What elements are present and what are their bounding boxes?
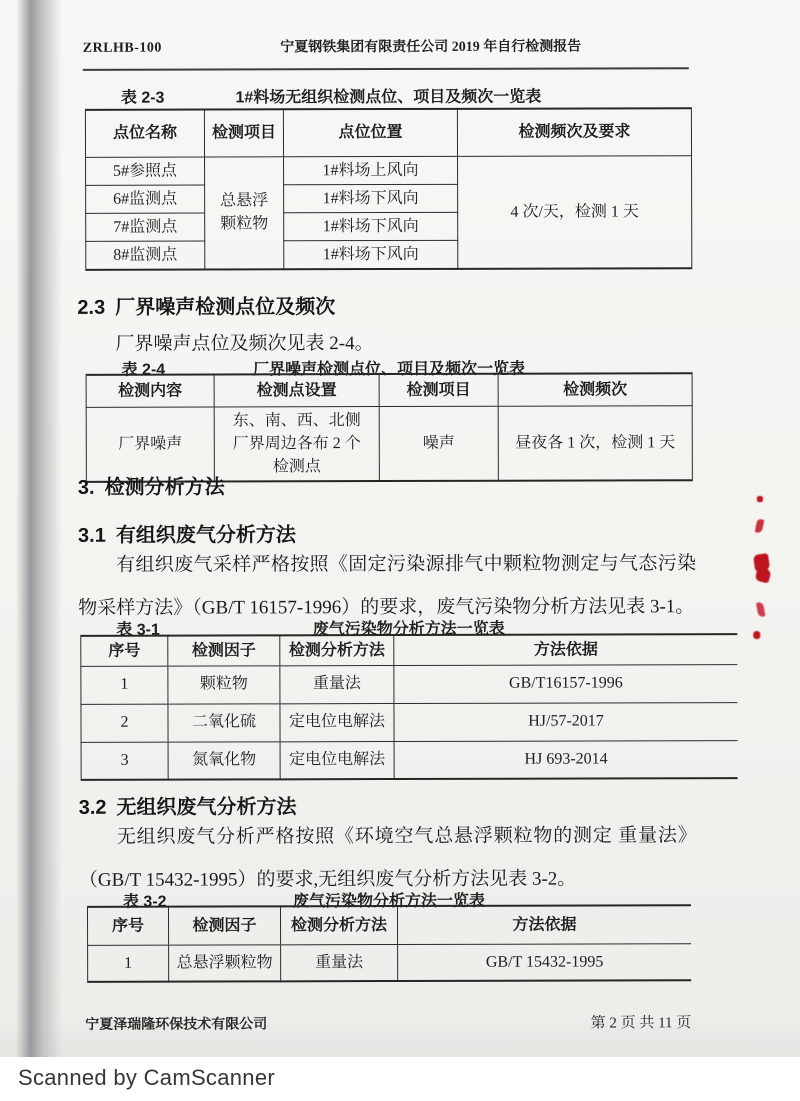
factor-cell: 颗粒物 — [168, 665, 280, 703]
basis-cell: HJ/57-2017 — [394, 702, 738, 741]
table-row — [87, 905, 691, 945]
table-row — [81, 740, 738, 780]
section-number: 3. — [77, 476, 95, 499]
method-cell: 重量法 — [281, 944, 398, 981]
table-header-cell: 序号 — [87, 907, 168, 945]
table-row — [81, 634, 738, 666]
noise-frequency-cell: 昼夜各 1 次，检测 1 天 — [498, 405, 692, 481]
basis-cell: GB/T16157-1996 — [394, 664, 738, 703]
table-row — [88, 943, 692, 982]
point-name-cell: 6#监测点 — [86, 185, 205, 213]
table-header-cell: 方法依据 — [397, 905, 691, 944]
frequency-cell: 4 次/天，检测 1 天 — [458, 155, 692, 269]
table-2-3 — [85, 107, 692, 271]
section-2-3-heading — [77, 290, 335, 320]
table-row — [81, 702, 738, 742]
table-row — [85, 108, 691, 157]
factor-cell: 氮氧化物 — [168, 741, 280, 779]
report-header — [83, 35, 689, 71]
basis-cell: GB/T 15432-1995 — [398, 943, 692, 981]
stamp-mark — [757, 496, 763, 502]
camscanner-band — [0, 1057, 800, 1101]
stamp-mark — [755, 567, 772, 584]
row-number-cell: 2 — [81, 704, 168, 742]
table-row — [86, 373, 692, 407]
table-2-3-caption — [85, 83, 692, 105]
factor-cell: 总悬浮颗粒物 — [169, 944, 281, 981]
table-2-4-title: 厂界噪声检测点位、项目及频次一览表 — [253, 360, 526, 379]
table-3-1 — [80, 633, 737, 781]
table-header-cell: 序号 — [81, 636, 168, 666]
table-header-cell: 检测因子 — [168, 635, 280, 665]
section-number: 3.2 — [78, 796, 107, 819]
basis-cell: HJ 693-2014 — [394, 740, 738, 779]
monitor-item-cell: 总悬浮颗粒物 — [205, 156, 284, 269]
noise-setup-cell: 东、南、西、北侧厂界周边各布 2 个检测点 — [214, 406, 379, 481]
row-number-cell: 3 — [81, 742, 168, 780]
point-location-cell: 1#料场下风向 — [284, 184, 458, 213]
table-row — [86, 155, 692, 185]
table-3-2-title: 废气污染物分析方法一览表 — [292, 892, 485, 911]
section-3-heading — [78, 470, 225, 499]
table-3-1-title: 废气污染物分析方法一览表 — [312, 620, 505, 639]
method-cell: 定电位电解法 — [280, 741, 394, 779]
section-title: 有组织废气分析方法 — [115, 524, 296, 547]
point-name-cell: 5#参照点 — [86, 157, 205, 185]
table-header-cell: 检测频次及要求 — [457, 108, 691, 156]
table-2-3-label: 表 2-3 — [120, 89, 165, 107]
table-header-cell: 方法依据 — [394, 634, 738, 665]
point-name-cell: 8#监测点 — [86, 241, 205, 270]
row-number-cell: 1 — [88, 945, 169, 982]
point-location-cell: 1#料场下风向 — [284, 240, 458, 269]
doc-code: ZRLHB-100 — [82, 40, 162, 56]
camscanner-label: Scanned by CamScanner — [18, 1065, 276, 1090]
table-header-cell: 检测内容 — [86, 374, 214, 406]
point-location-cell: 1#料场上风向 — [284, 156, 458, 185]
method-cell: 重量法 — [280, 665, 394, 703]
noise-content-cell: 厂界噪声 — [86, 406, 214, 481]
section-title: 厂界噪声检测点位及频次 — [115, 296, 336, 319]
noise-item-cell: 噪声 — [379, 406, 498, 481]
method-cell: 定电位电解法 — [280, 703, 394, 741]
point-name-cell: 7#监测点 — [86, 213, 205, 241]
stamp-mark — [755, 518, 765, 533]
table-header-cell: 检测频次 — [498, 373, 692, 406]
section-number: 2.3 — [77, 296, 106, 319]
row-number-cell: 1 — [81, 666, 168, 704]
table-3-2 — [87, 904, 691, 983]
stamp-mark — [756, 602, 766, 618]
section-2-3-paragraph: 厂界噪声点位及频次见表 2-4。 — [115, 333, 374, 355]
page-footer — [85, 1011, 691, 1034]
table-2-4-label: 表 2-4 — [121, 361, 166, 379]
company-name: 宁夏泽瑞隆环保技术有限公司 — [85, 1017, 268, 1033]
table-header-cell: 点位名称 — [85, 110, 204, 157]
table-header-cell: 检测分析方法 — [280, 906, 397, 944]
page-number: 第 2 页 共 11 页 — [590, 1015, 692, 1032]
table-3-2-label: 表 3-2 — [122, 893, 167, 911]
section-3-1-paragraph: 有组织废气采样严格按照《固定污染源排气中颗粒物测定与气态污染物采样方法》（GB/T 16157-1996）的要求，废气污染物分析方法见表 3-1。 — [78, 553, 697, 619]
factor-cell: 二氧化硫 — [168, 703, 280, 741]
table-2-3-title: 1#料场无组织检测点位、项目及频次一览表 — [235, 88, 542, 107]
table-header-cell: 检测点设置 — [214, 374, 379, 406]
table-header-cell: 检测项目 — [379, 374, 498, 406]
section-3-2-paragraph: 无组织废气分析严格按照《环境空气总悬浮颗粒物的测定 重量法》（GB/T 15432-1995）的要求,无组织废气分析方法见表 3-2。 — [78, 825, 697, 891]
section-title: 无组织废气分析方法 — [116, 796, 297, 819]
table-header-cell: 检测分析方法 — [280, 635, 394, 665]
table-header-cell: 点位位置 — [283, 109, 457, 156]
point-location-cell: 1#料场下风向 — [284, 212, 458, 241]
section-number: 3.1 — [77, 524, 106, 547]
table-row — [81, 664, 738, 704]
table-2-4 — [86, 372, 693, 483]
table-header-cell: 检测项目 — [204, 109, 283, 156]
report-title: 宁夏钢铁集团有限责任公司 2019 年自行检测报告 — [280, 39, 582, 56]
section-title: 检测分析方法 — [104, 476, 225, 499]
table-header-cell: 检测因子 — [168, 906, 280, 944]
stamp-mark — [753, 631, 760, 639]
table-3-1-label: 表 3-1 — [116, 621, 160, 639]
